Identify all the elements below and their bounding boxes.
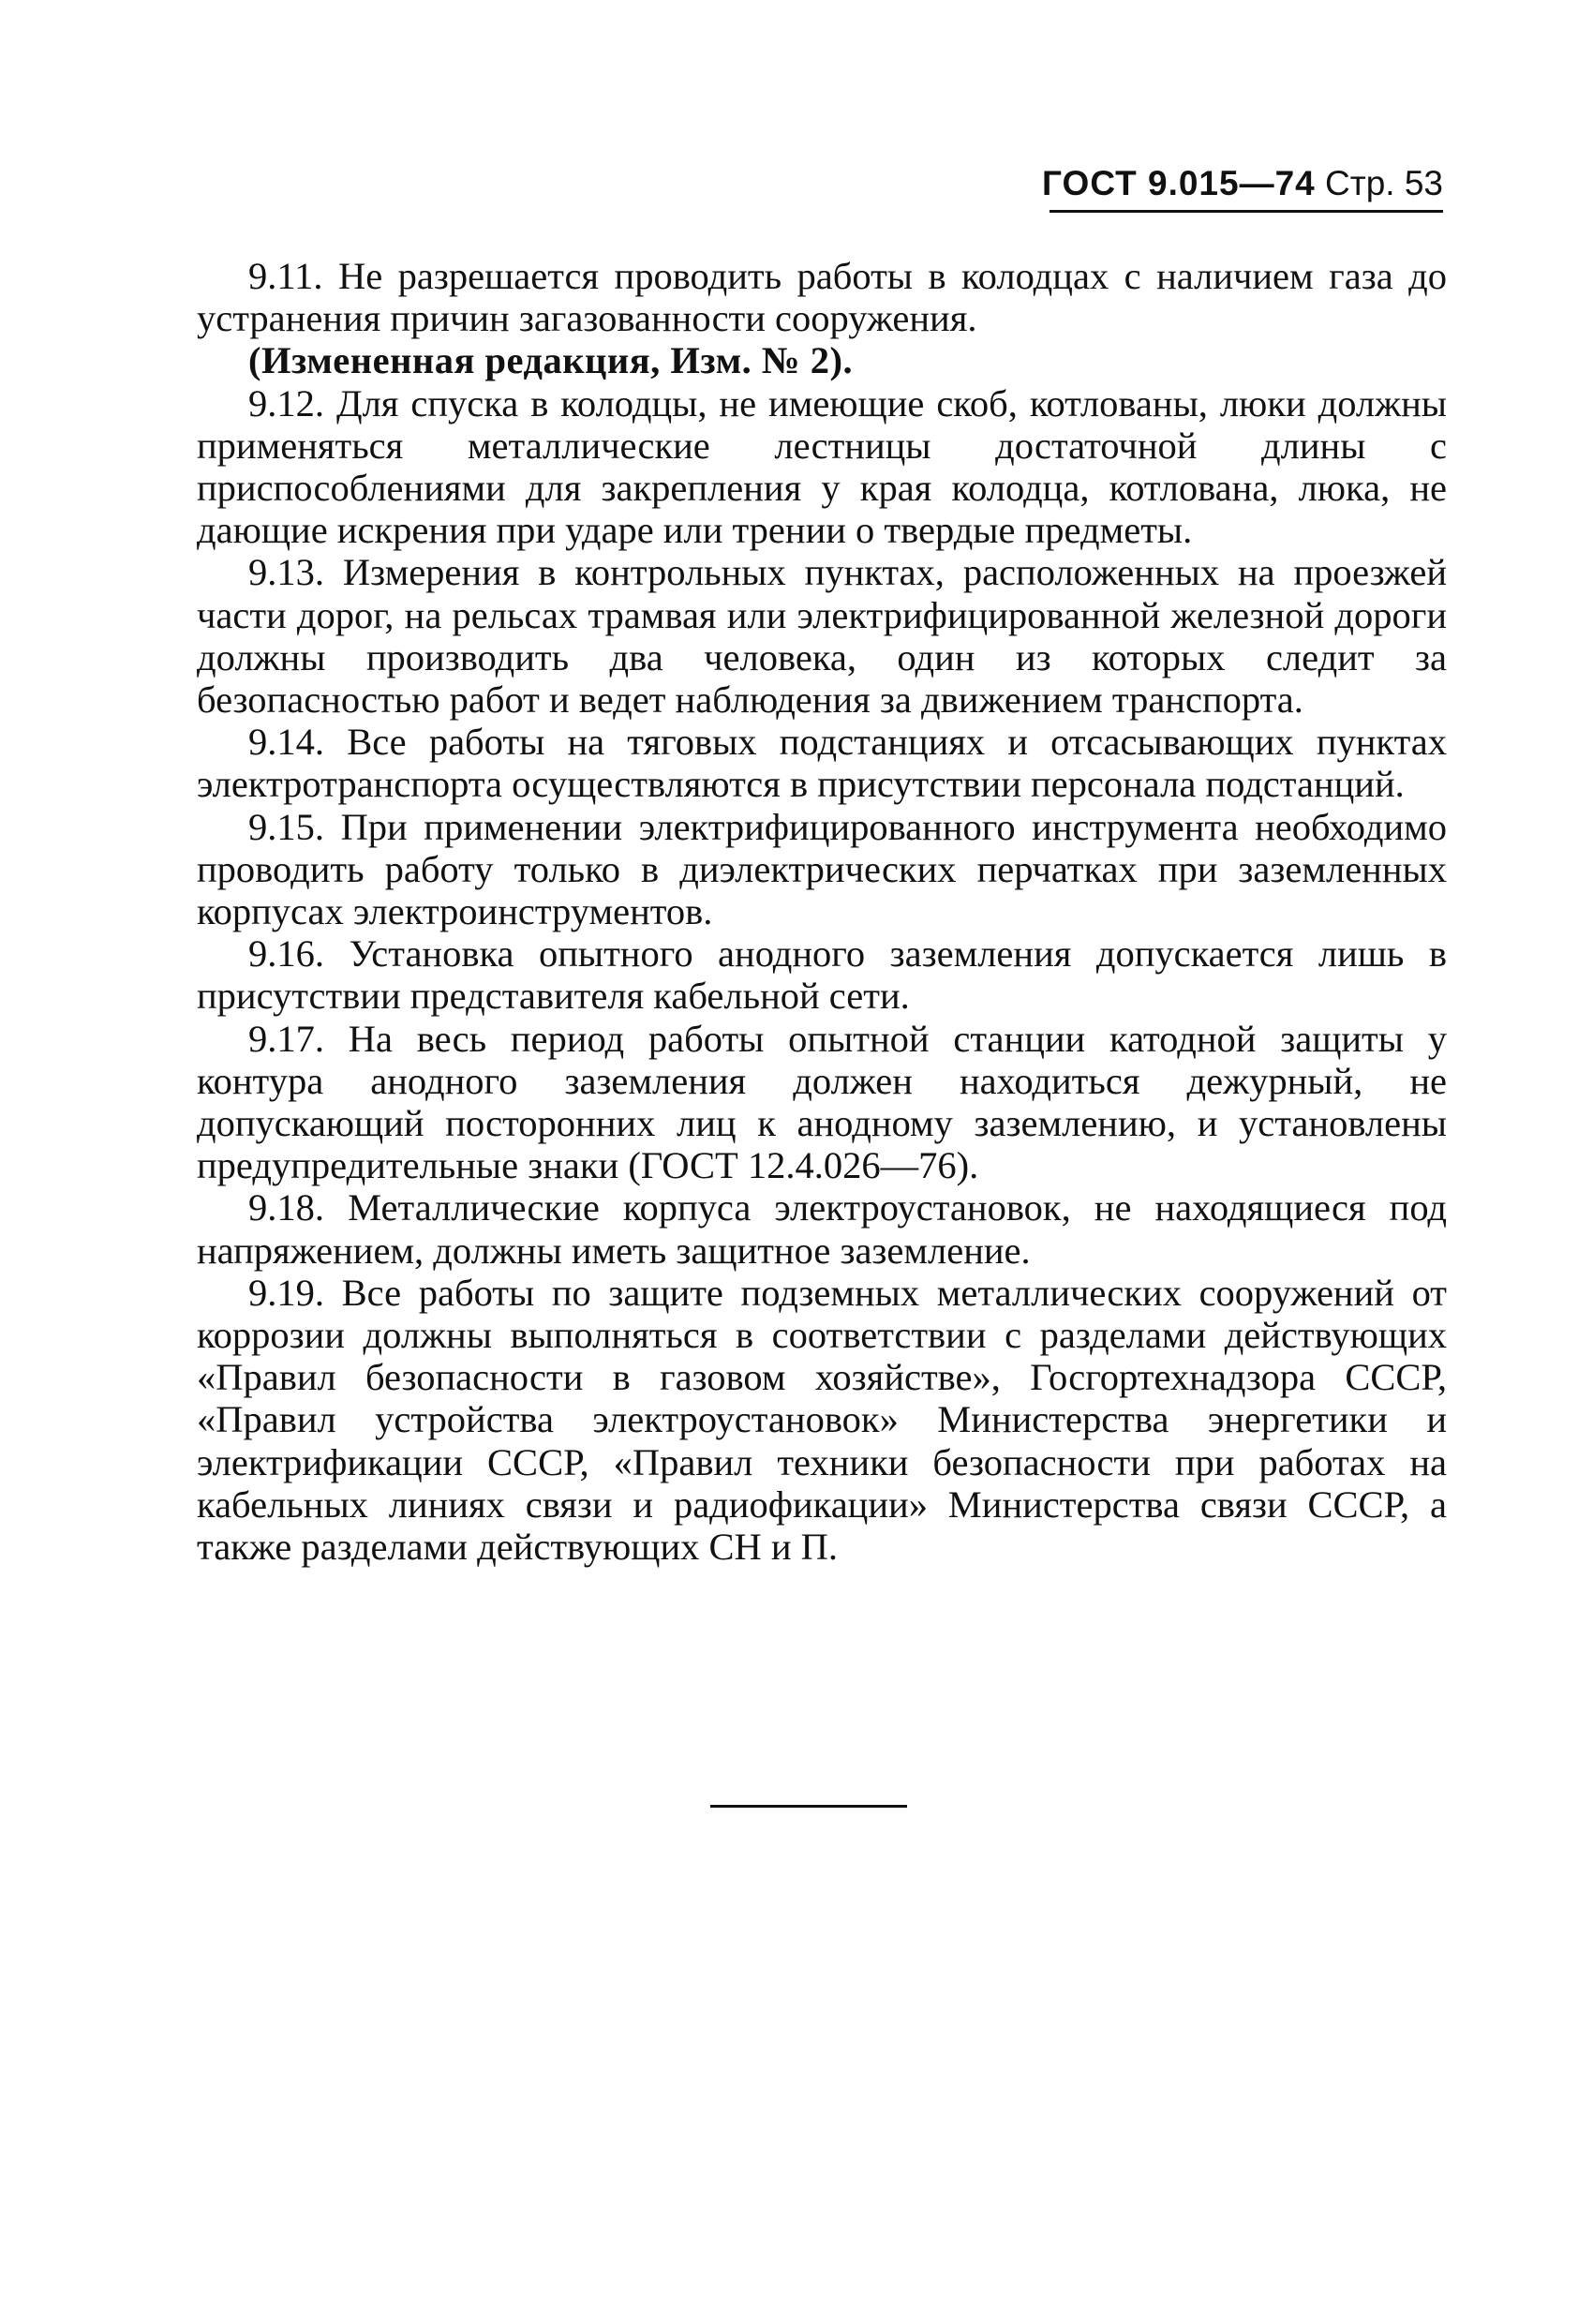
clause-number: 9.11. <box>248 255 323 297</box>
page-number: Стр. 53 <box>1325 164 1443 202</box>
clause-text: Все работы по защите подземных металлических сооружений от коррозии должны выполняться в соответствии с разделами действующих «Правил безопасности в газовом хозяйстве», Госгортехнадзора СССР, «Правил устройства электроустановок» Министерства энергетики и электрификации СССР, «Правил техники безопасности при работах на кабельных линиях связи и радиофикации» Министерства связи СССР, а также разделами действующих СН и П. <box>197 1271 1447 1569</box>
clause-number: 9.12. <box>248 381 324 425</box>
clause-text: Установка опытного анодного заземления допускается лишь в присутствии представителя кабельной сети. <box>197 932 1447 1018</box>
clause-number: 9.19. <box>248 1271 324 1314</box>
amendment-text: (Измененная редакция, Изм. № 2). <box>248 339 854 382</box>
clause-text: При применении электрифицированного инструмента необходимо проводить работу только в диэлектрических перчатках при заземленных корпусах электроинструментов. <box>197 805 1448 933</box>
paragraph-9-11 <box>197 255 1447 339</box>
clause-number: 9.15. <box>248 805 324 848</box>
end-of-section-rule <box>710 1805 907 1808</box>
paragraph-9-18 <box>197 1186 1447 1271</box>
paragraph-9-16 <box>197 932 1447 1017</box>
clause-text: Металлические корпуса электроустановок, не находящиеся под напряжением, должны иметь защитное заземление. <box>197 1186 1448 1272</box>
document-body <box>197 255 1447 1568</box>
clause-text: Не разрешается проводить работы в колодцах с наличием газа до устранения причин загазованности сооружения. <box>197 255 1447 340</box>
page-header <box>1031 159 1443 208</box>
paragraph-9-13 <box>197 551 1447 721</box>
standard-designation: ГОСТ 9.015—74 <box>1042 164 1316 202</box>
clause-text: На весь период работы опытной станции катодной защиты у контура анодного заземления должен находиться дежурный, не допускающий посторонних лиц к анодному заземлению, и установлены предупредительные знаки (ГОСТ 12.4.026—76). <box>197 1017 1447 1187</box>
clause-number: 9.17. <box>248 1017 324 1060</box>
clause-number: 9.13. <box>248 551 324 594</box>
paragraph-9-19 <box>197 1272 1447 1568</box>
paragraph-9-15 <box>197 806 1447 933</box>
clause-number: 9.14. <box>248 721 324 764</box>
clause-text: Для спуска в колодцы, не имеющие скоб, котлованы, люки должны применяться металлические лестницы достаточной длины с приспособлениями для закрепления у края колодца, котлована, люка, не дающие искрения при ударе или трении о твердые предметы. <box>197 381 1447 552</box>
clause-number: 9.18. <box>248 1186 324 1229</box>
paragraph-9-17 <box>197 1018 1447 1187</box>
paragraph-9-14 <box>197 721 1447 805</box>
clause-number: 9.16. <box>248 932 324 976</box>
clause-text: Измерения в контрольных пунктах, расположенных на проезжей части дорог, на рельсах трамвая или электрифицированной железной дороги должны производить два человека, один из которых следит за безопасностью работ и ведет наблюдения за движением транспорта. <box>197 551 1448 722</box>
paragraph-9-12 <box>197 382 1447 552</box>
header-divider <box>1050 210 1443 213</box>
amendment-note <box>197 339 1447 381</box>
clause-text: Все работы на тяговых подстанциях и отсасывающих пунктах электротранспорта осуществляются в присутствии персонала подстанций. <box>197 721 1447 806</box>
